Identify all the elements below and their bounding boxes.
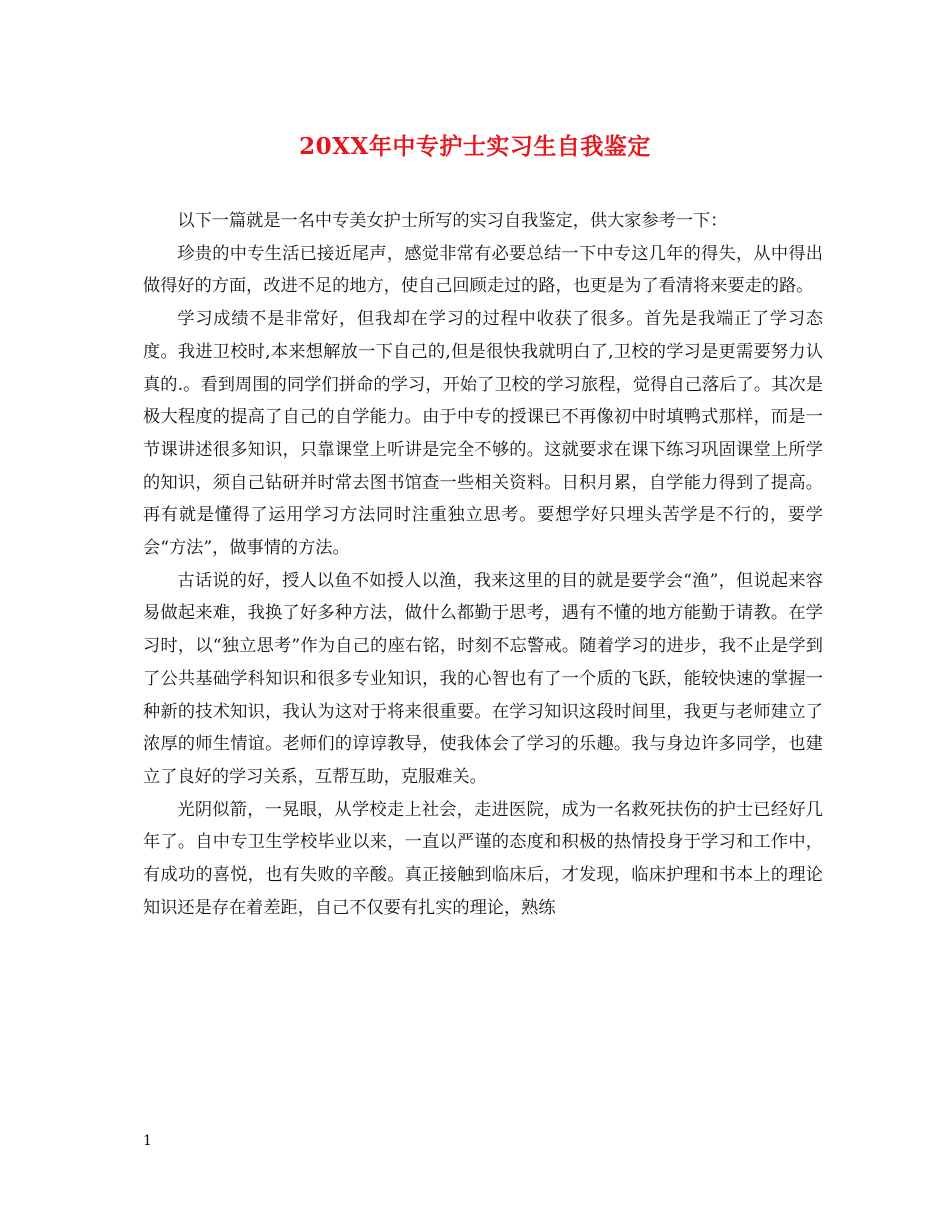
document-title: 20XX年中专护士实习生自我鉴定: [299, 133, 651, 160]
page-number: 1: [143, 1133, 152, 1149]
document-body: [143, 205, 823, 924]
paragraph-4: 光阴似箭，一晃眼，从学校走上社会，走进医院，成为一名救死扶伤的护士已经好几年了。自中专卫生学校毕业以来，一直以严谨的态度和积极的热情投身于学习和工作中，有成功的喜悦，也有失败的辛酸。真正接触到临床后，才发现，临床护理和书本上的理论知识还是存在着差距，自己不仅要有扎实的理论，熟练: [143, 799, 823, 918]
paragraph-1: 珍贵的中专生活已接近尾声，感觉非常有必要总结一下中专这几年的得失，从中得出做得好的方面，改进不足的地方，使自己回顾走过的路，也更是为了看清将来要走的路。: [143, 243, 823, 297]
paragraph-intro: 以下一篇就是一名中专美女护士所写的实习自我鉴定，供大家参考一下：: [177, 211, 728, 231]
paragraph-2: 学习成绩不是非常好，但我却在学习的过程中收获了很多。首先是我端正了学习态度。我进卫校时,本来想解放一下自己的,但是很快我就明白了,卫校的学习是更需要努力认真的.。看到周围的同学们拼命的学习，开始了卫校的学习旅程，觉得自己落后了。其次是极大程度的提高了自己的自学能力。由于中专的授课已不再像初中时填鸭式那样，而是一节课讲述很多知识，只靠课堂上听讲是完全不够的。这就要求在课下练习巩固课堂上所学的知识，须自己钻研并时常去图书馆查一些相关资料。日积月累，自学能力得到了提高。再有就是懂得了运用学习方法同时注重独立思考。要想学好只埋头苦学是不行的，要学会“方法”，做事情的方法。: [143, 309, 823, 559]
paragraph-3: 古话说的好，授人以鱼不如授人以渔，我来这里的目的就是要学会“渔”，但说起来容易做起来难，我换了好多种方法，做什么都勤于思考，遇有不懂的地方能勤于请教。在学习时，以“独立思考”作为自己的座右铭，时刻不忘警戒。随着学习的进步，我不止是学到了公共基础学科知识和很多专业知识，我的心智也有了一个质的飞跃，能较快速的掌握一种新的技术知识，我认为这对于将来很重要。在学习知识这段时间里，我更与老师建立了浓厚的师生情谊。老师们的谆谆教导，使我体会了学习的乐趣。我与身边许多同学，也建立了良好的学习关系，互帮互助，克服难关。: [143, 570, 823, 787]
